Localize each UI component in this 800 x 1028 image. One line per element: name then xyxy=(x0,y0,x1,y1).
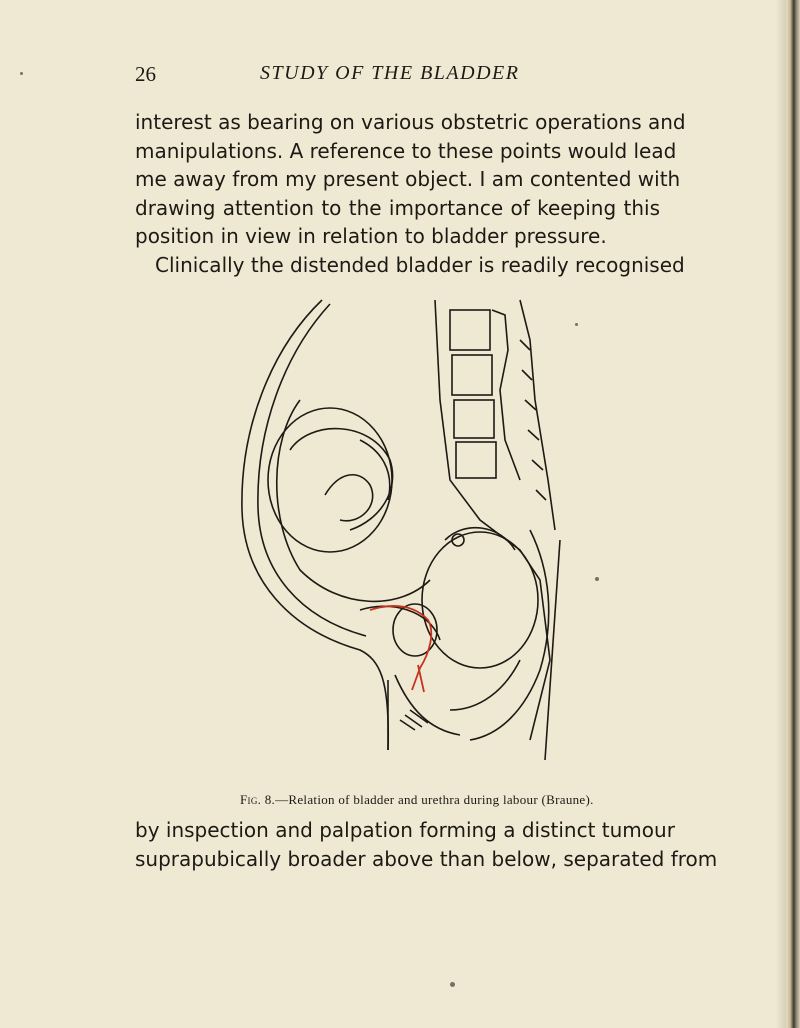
figure-label: Fig. 8. xyxy=(240,792,276,807)
text-line: position in view in relation to bladder pressure. xyxy=(135,224,607,248)
sacrum xyxy=(470,530,549,740)
fetal-hand xyxy=(325,475,373,521)
fetal-arm xyxy=(360,440,390,500)
running-title: STUDY OF THE BLADDER xyxy=(260,62,520,84)
urethra-orifice xyxy=(418,665,424,692)
muscle-hatching xyxy=(520,340,546,500)
figure-caption-text: —Relation of bladder and urethra during labour (Braune). xyxy=(275,792,594,807)
fetal-head xyxy=(422,532,538,668)
uterine-wall xyxy=(258,304,366,636)
page-edge xyxy=(786,0,800,1028)
anatomical-figure xyxy=(230,280,580,780)
text-line: interest as bearing on various obstetric operations and xyxy=(135,110,686,134)
paragraph-top xyxy=(135,108,686,279)
vertebra xyxy=(456,442,496,478)
fetal-limb xyxy=(290,429,393,530)
vertebra xyxy=(452,355,492,395)
vertebra xyxy=(450,310,490,350)
figure-caption xyxy=(240,792,594,808)
text-line: by inspection and palpation forming a distinct tumour xyxy=(135,818,675,842)
vertebra xyxy=(454,400,494,438)
figure-outline xyxy=(242,300,560,760)
vaginal-canal xyxy=(395,675,460,735)
abdominal-wall xyxy=(242,300,388,750)
perineum-hatching xyxy=(400,710,428,730)
text-line: me away from my present object. I am contented with xyxy=(135,167,681,191)
text-line: suprapubically broader above than below, separated from xyxy=(135,846,718,871)
speck xyxy=(595,577,599,581)
page-number: 26 xyxy=(135,62,156,86)
text-line: drawing attention to the importance of keeping this xyxy=(135,195,660,220)
paragraph-clinical-first-line: Clinically the distended bladder is readily recognised xyxy=(155,252,685,277)
speck xyxy=(450,982,455,987)
urethra xyxy=(370,606,431,690)
buttock-line xyxy=(545,540,560,760)
page-gutter-shadow xyxy=(776,0,786,1028)
back-contour xyxy=(520,300,555,530)
text-line: manipulations. A reference to these points would lead xyxy=(135,138,677,163)
paragraph-bottom xyxy=(135,816,718,873)
running-head xyxy=(135,62,655,90)
speck xyxy=(20,72,23,75)
speck xyxy=(575,323,578,326)
